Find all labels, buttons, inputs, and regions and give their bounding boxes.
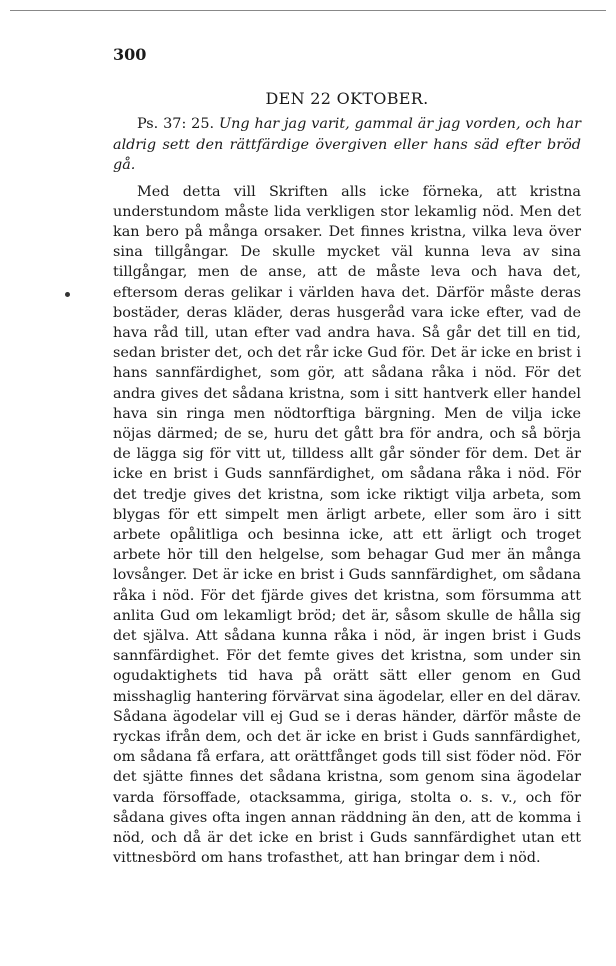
book-page	[113, 46, 581, 868]
verse-reference: Ps. 37: 25.	[137, 116, 215, 132]
page-number: 300	[113, 45, 147, 64]
verse-quote: Ung har jag varit, gammal är jag vorden, och har aldrig sett den rättfärdige övergiven eller hans säd efter bröd gå.	[113, 116, 582, 173]
top-border-line	[10, 10, 606, 11]
page-title: DEN 22 OKTOBER.	[265, 89, 429, 108]
bible-verse	[113, 114, 581, 176]
margin-dot	[65, 292, 70, 297]
devotional-body: Med detta vill Skriften alls icke förneka, att kristna understundom måste lida verkligen stor lekamlig nöd. Men det kan bero på många orsaker. Det finnes kristna, vilka leva över sina tillgångar. De skulle mycket väl kunna leva av sina tillgångar, men de anse, att de måste leva och hava det, eftersom deras gelikar i världen hava det. Därför måste deras bostäder, deras kläder, deras husgeråd vara icke efter, vad de hava råd till, utan efter vad andra hava. Så går det till en tid, sedan brister det, och det rår icke Gud för. Det är icke en brist i hans sannfärdighet, som gör, att sådana råka i nöd. För det andra gives det sådana kristna, som i sitt hantverk eller handel hava sin ringa men nödtorftiga bärgning. Men de vilja icke nöjas därmed; de se, huru det gått bra för andra, och så börja de lägga sig för vitt ut, tilldess allt går sönder för dem. Det är icke en brist i Guds sannfärdighet, om sådana råka i nöd. För det tredje gives det kristna, som icke riktigt vilja arbeta, som blygas för ett simpelt men ärligt arbete, eller som äro i sitt arbete opålitliga och besinna icke, att ett ärligt och troget arbete hör till den helgelse, som behagar Gud mer än många lovsånger. Det är icke en brist i Guds sannfärdighet, om sådana råka i nöd. För det fjärde gives det kristna, som försumma att anlita Gud om lekamligt bröd; det är, såsom skulle de hålla sig det själva. Att sådana kunna råka i nöd, är ingen brist i Guds sannfärdighet. För det femte gives det kristna, som under sin ogudaktighets tid hava på orätt sätt eller genom en Gud misshaglig hantering förvärvat sina ägodelar, eller en del därav. Sådana ägodelar vill ej Gud se i deras händer, därför måste de ryckas ifrån dem, och det är icke en brist i Guds sannfärdighet, om sådana få erfara, att orättfånget gods till sist föder nöd. För det sjätte finnes det sådana kristna, som genom sina ägodelar varda försoffade, otacksamma, giriga, stolta o. s. v., och för sådana gives ofta ingen annan räddning än den, att de komma i nöd, och då är det icke en brist i Guds sannfärdighet utan ett vittnesbörd om hans trofasthet, att han bringar dem i nöd.	[113, 183, 581, 867]
